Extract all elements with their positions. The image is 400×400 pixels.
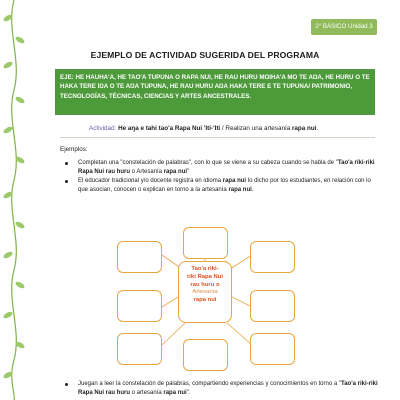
list-item-bold: rapa nui [222,178,247,185]
list-item-text: Juegan a leer la constelación de palabras, compartiendo experiencias y conocimientos en torno a " [78,381,341,387]
center-text: Tao'a riki- [191,266,219,272]
list-item [60,177,380,194]
list-item-bold: Tao'a riki-riki Rapa Nui rau huru [78,381,378,396]
decorative-vine-border [0,0,30,400]
list-item [60,159,380,176]
center-text: rapa nui [193,297,217,304]
word-constellation-diagram [117,233,297,373]
list-item [60,380,380,397]
activity-end: . [316,125,319,132]
list-item-text: El educador tradicional y/o docente registra en idioma [78,178,223,185]
center-text: Artesanía [192,289,218,296]
list-item-bold: rapa nui [228,186,252,193]
empty-word-box [183,339,228,371]
eje-banner: EJE: HE HAUHA'A, HE TAO'A TUPUNA O RAPA NUI, HE RAU HURU MOIHA'A MO TE AŊA, HE HURU O TE HAKA TERE IŊA O TE AŊA TUPUNA, HE RAU HURU AŊA HAKA TERE E TE TUPUNA/ PATRIMONIO, TECNOLOGÍAS, TÉCNICAS, CIENCIAS Y ARTES ANCESTRALES. [55,69,375,115]
empty-word-box [117,290,162,322]
empty-word-box [183,227,228,259]
examples-list [60,159,380,195]
center-text: riki Rapa Nui [186,273,223,280]
empty-word-box [250,333,295,365]
activity-title-bold: rapa nui [291,125,317,132]
central-concept-box [178,261,232,323]
activity-label: Actividad: [89,125,117,132]
empty-word-box [250,290,295,322]
page-title: EJEMPLO DE ACTIVIDAD SUGERIDA DEL PROGRAMA [90,50,320,60]
list-item-text: " [187,168,190,175]
divider [60,137,375,138]
bullet-icon [65,162,68,165]
list-item-text: . [251,186,254,193]
list-item-bold: rapa nui [163,168,188,175]
list-item-text: lo dicho por los estudiantes, en relación con lo que asocian, conocen o explican en torno a la artesanía [78,178,371,193]
list-item-text: ". [186,389,191,396]
unit-badge: 2° BÁSICO Unidad 3 [311,19,377,35]
empty-word-box [117,333,162,365]
list-item-text: o artesanía [130,389,164,396]
list-item-text: Completan una "constelación de palabras", con lo que se viene a su cabeza cuando se habla de " [78,160,338,166]
activity-separator: / Realizan una artesanía [220,125,292,132]
list-item-bold: Tao'a riki-riki Rapa Nui rau huru [78,160,375,175]
empty-word-box [250,241,295,273]
center-text: rau huru o [190,281,220,288]
activity-title-rapanui: He aŋa e tahi tao'a Rapa Nui 'Iti-'Iti [118,125,221,132]
list-item-text: o Artesanía [130,168,164,175]
examples-list-continued [60,380,380,398]
empty-word-box [117,241,162,273]
list-item-bold: rapa nui [163,389,187,396]
activity-line [89,125,318,132]
bullet-icon [65,180,68,183]
bullet-icon [65,383,68,386]
examples-label: Ejemplos: [60,146,88,153]
